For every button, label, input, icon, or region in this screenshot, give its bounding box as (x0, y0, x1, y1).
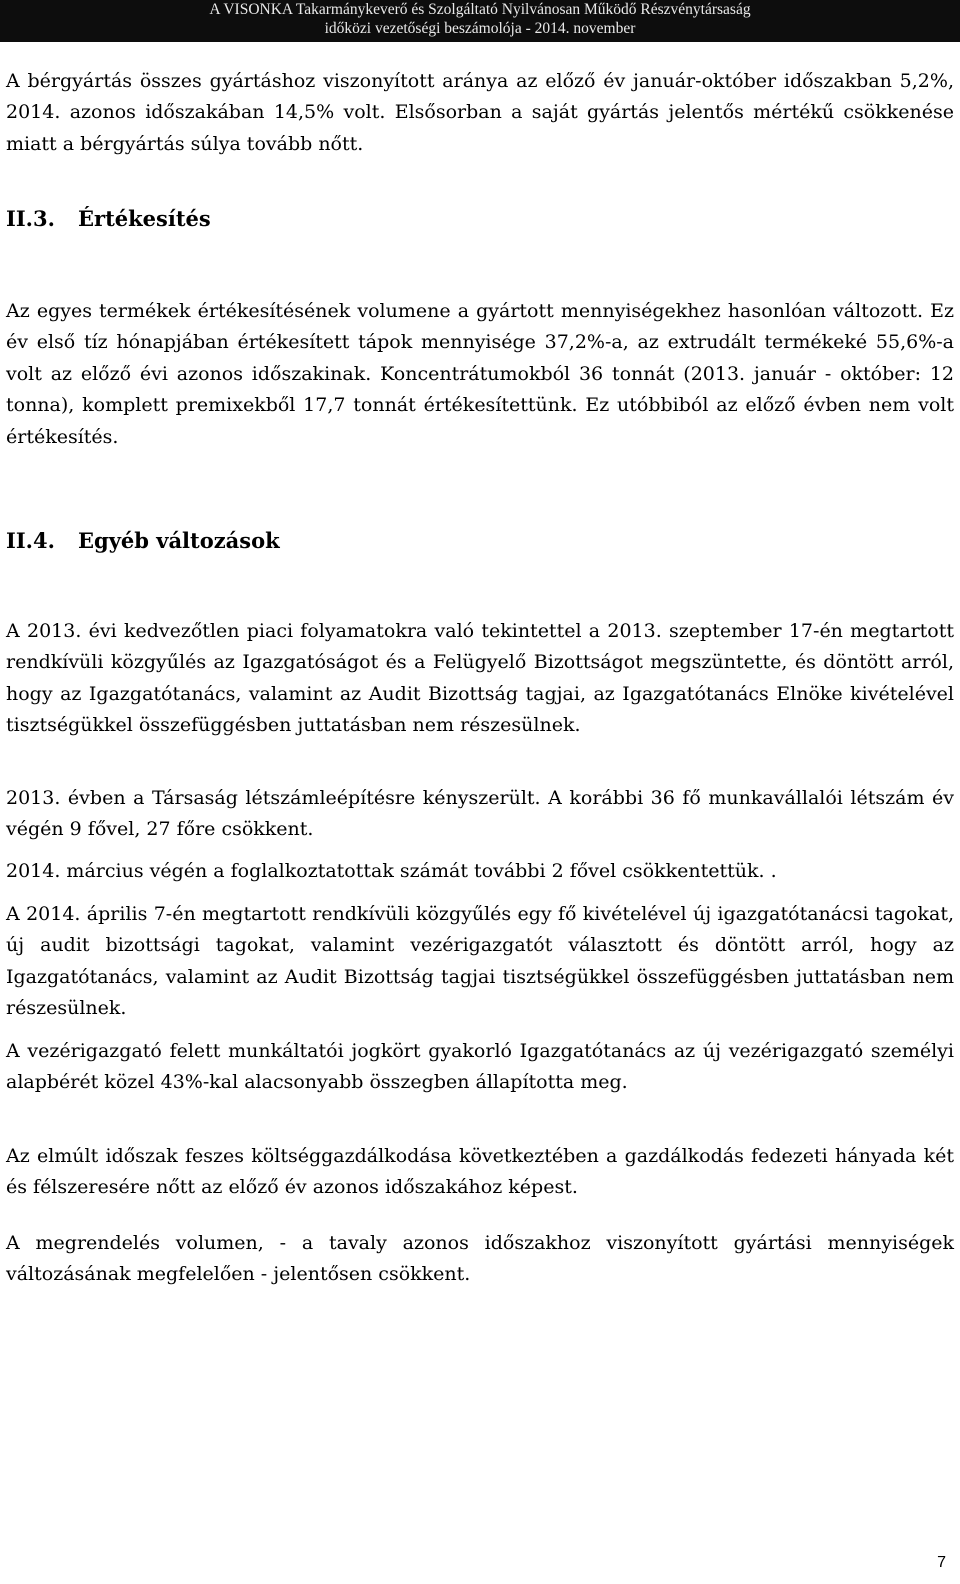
header-company-name: A VISONKA Takarmánykeverő és Szolgáltató Nyilvánosan Működő Részvénytársaság (209, 1, 751, 18)
page-number: 7 (937, 1554, 946, 1571)
section-ii-3-paragraph: Az egyes termékek értékesítésének volumene a gyártott mennyiségekhez hasonlóan változott. Ez év első tíz hónapjában értékesített tápok mennyisége 37,2%-a, az extrudált termékeké 55,6%-a volt az előző évi azonos időszakinak. Koncentrátumokból 36 tonnát (2013. január - október: 12 tonna), komplett premixekből 17,7 tonnát értékesítettünk. Ez utóbbiból az előző évben nem volt értékesítés. (6, 300, 954, 448)
paragraph-kozgyules-2014: A 2014. április 7-én megtartott rendkívüli közgyűlés egy fő kivételével új igazgatótanácsi tagokat, új audit bizottsági tagokat, valamint vezérigazgatót választott és döntött arról, hogy az Igazgatótanács, valamint az Audit Bizottság tagjai tisztségükkel összefüggésben juttatásban nem részesülnek. (6, 903, 954, 1020)
paragraph-kozgyules-2013: A 2013. évi kedvezőtlen piaci folyamatokra való tekintettel a 2013. szeptember 17-én megtartott rendkívüli közgyűlés az Igazgatóságot és a Felügyelő Bizottságot megszüntette, és döntött arról, hogy az Igazgatótanács, valamint az Audit Bizottság tagjai, az Igazgatótanács Elnöke kivételével tisztségükkel összefüggésben juttatásban nem részesülnek. (6, 620, 954, 737)
section-number: II.4. (6, 528, 55, 553)
section-heading-ii-4 (6, 528, 280, 553)
intro-paragraph: A bérgyártás összes gyártáshoz viszonyított aránya az előző év január-október időszakban 5,2%, 2014. azonos időszakában 14,5% volt. Elsősorban a saját gyártás jelentős mértékű csökkenése miatt a bérgyártás súlya tovább nőtt. (6, 70, 954, 155)
document-header (0, 0, 960, 42)
section-title: Egyéb változások (78, 528, 280, 553)
section-heading-ii-3 (6, 206, 211, 231)
paragraph-marcius-2014: 2014. március végén a foglalkoztatottak számát további 2 fővel csökkentettük. . (6, 860, 777, 882)
paragraph-letszam-2013: 2013. évben a Társaság létszámleépítésre kényszerült. A korábbi 36 fő munkavállalói létszám év végén 9 fővel, 27 főre csökkent. (6, 787, 954, 841)
section-title: Értékesítés (78, 206, 211, 231)
header-report-title: időközi vezetőségi beszámolója - 2014. november (324, 20, 636, 37)
paragraph-vezerigazgato: A vezérigazgató felett munkáltatói jogkört gyakorló Igazgatótanács az új vezérigazgató személyi alapbérét közel 43%-kal alacsonyabb összegben állapította meg. (6, 1040, 954, 1094)
section-number: II.3. (6, 206, 55, 231)
paragraph-megrendeles: A megrendelés volumen, - a tavaly azonos időszakhoz viszonyított gyártási mennyiségek változásának megfelelően - jelentősen csökkent. (6, 1232, 954, 1286)
paragraph-koltseggazdalkodas: Az elmúlt időszak feszes költséggazdálkodása következtében a gazdálkodás fedezeti hányada két és félszeresére nőtt az előző év azonos időszakához képest. (6, 1145, 954, 1199)
